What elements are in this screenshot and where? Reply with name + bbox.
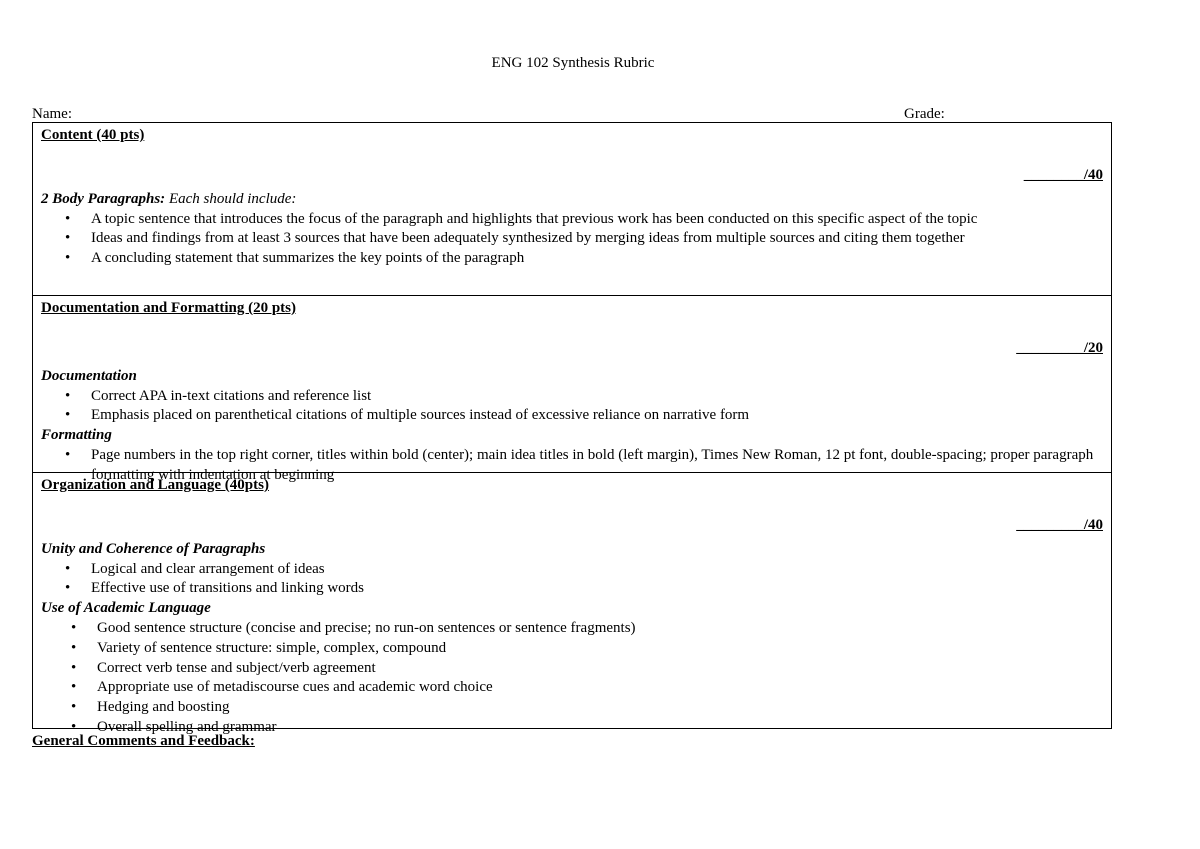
rubric-section-documentation bbox=[33, 296, 1111, 483]
criteria-list bbox=[41, 560, 1103, 599]
list-item: • Effective use of transitions and linking words bbox=[91, 579, 1103, 599]
criteria-list bbox=[41, 210, 1103, 269]
grade-label: Grade: bbox=[904, 106, 945, 122]
subsection-heading: Unity and Coherence of Paragraphs bbox=[41, 540, 266, 557]
section-title: Content (40 pts) bbox=[41, 127, 145, 143]
name-grade-line bbox=[32, 105, 1112, 123]
criteria-list bbox=[41, 446, 1103, 485]
list-item: • Appropriate use of metadiscourse cues and academic word choice bbox=[97, 678, 1103, 698]
rubric-table bbox=[32, 122, 1112, 735]
criteria-list bbox=[41, 387, 1103, 426]
rubric-section-content bbox=[33, 123, 1111, 296]
score-blank: _________ bbox=[1016, 339, 1084, 356]
criteria-list bbox=[41, 619, 1103, 737]
subsection-heading: Use of Academic Language bbox=[41, 600, 211, 617]
subsection-heading: 2 Body Paragraphs: Each should include: bbox=[41, 190, 297, 207]
list-item: • A concluding statement that summarizes the key points of the paragraph bbox=[91, 249, 1103, 269]
section-title: Organization and Language (40pts) bbox=[41, 477, 269, 493]
subsection-heading: Documentation bbox=[41, 367, 137, 384]
score-blank: ________ bbox=[1023, 166, 1084, 183]
list-item: • Good sentence structure (concise and precise; no run-on sentences or sentence fragments) bbox=[97, 619, 1103, 639]
general-comments-heading: General Comments and Feedback: bbox=[32, 733, 255, 749]
document-title: ENG 102 Synthesis Rubric bbox=[491, 55, 655, 71]
list-item: • Emphasis placed on parenthetical citations of multiple sources instead of excessive reliance on narrative form bbox=[91, 406, 1103, 426]
subsection-heading: Formatting bbox=[41, 427, 112, 444]
score-total: /20 bbox=[1083, 339, 1103, 356]
score-field bbox=[41, 339, 1103, 359]
list-item: • Ideas and findings from at least 3 sources that have been adequately synthesized by merging ideas from multiple sources and citing them together bbox=[91, 229, 1103, 249]
list-item: • Variety of sentence structure: simple, complex, compound bbox=[97, 639, 1103, 659]
name-label: Name: bbox=[32, 106, 72, 122]
rubric-section-organization bbox=[33, 473, 1111, 735]
score-total: /40 bbox=[1083, 516, 1103, 533]
list-item: • Overall spelling and grammar bbox=[97, 718, 1103, 738]
list-item: • Logical and clear arrangement of ideas bbox=[91, 560, 1103, 580]
score-blank: _________ bbox=[1016, 516, 1084, 533]
score-field bbox=[41, 516, 1103, 536]
score-total: /40 bbox=[1083, 166, 1103, 183]
list-item: • Hedging and boosting bbox=[97, 698, 1103, 718]
score-field bbox=[41, 166, 1103, 186]
list-item: • A topic sentence that introduces the focus of the paragraph and highlights that previous work has been conducted on this specific aspect of the topic bbox=[91, 210, 1103, 230]
list-item: • Correct verb tense and subject/verb agreement bbox=[97, 659, 1103, 679]
section-title: Documentation and Formatting (20 pts) bbox=[41, 300, 296, 316]
list-item: • Page numbers in the top right corner, titles within bold (center); main idea titles in bold (left margin), Times New Roman, 12 pt font, double-spacing; proper paragraph formatting with indentation at beginning bbox=[91, 446, 1103, 485]
list-item: • Correct APA in-text citations and reference list bbox=[91, 387, 1103, 407]
